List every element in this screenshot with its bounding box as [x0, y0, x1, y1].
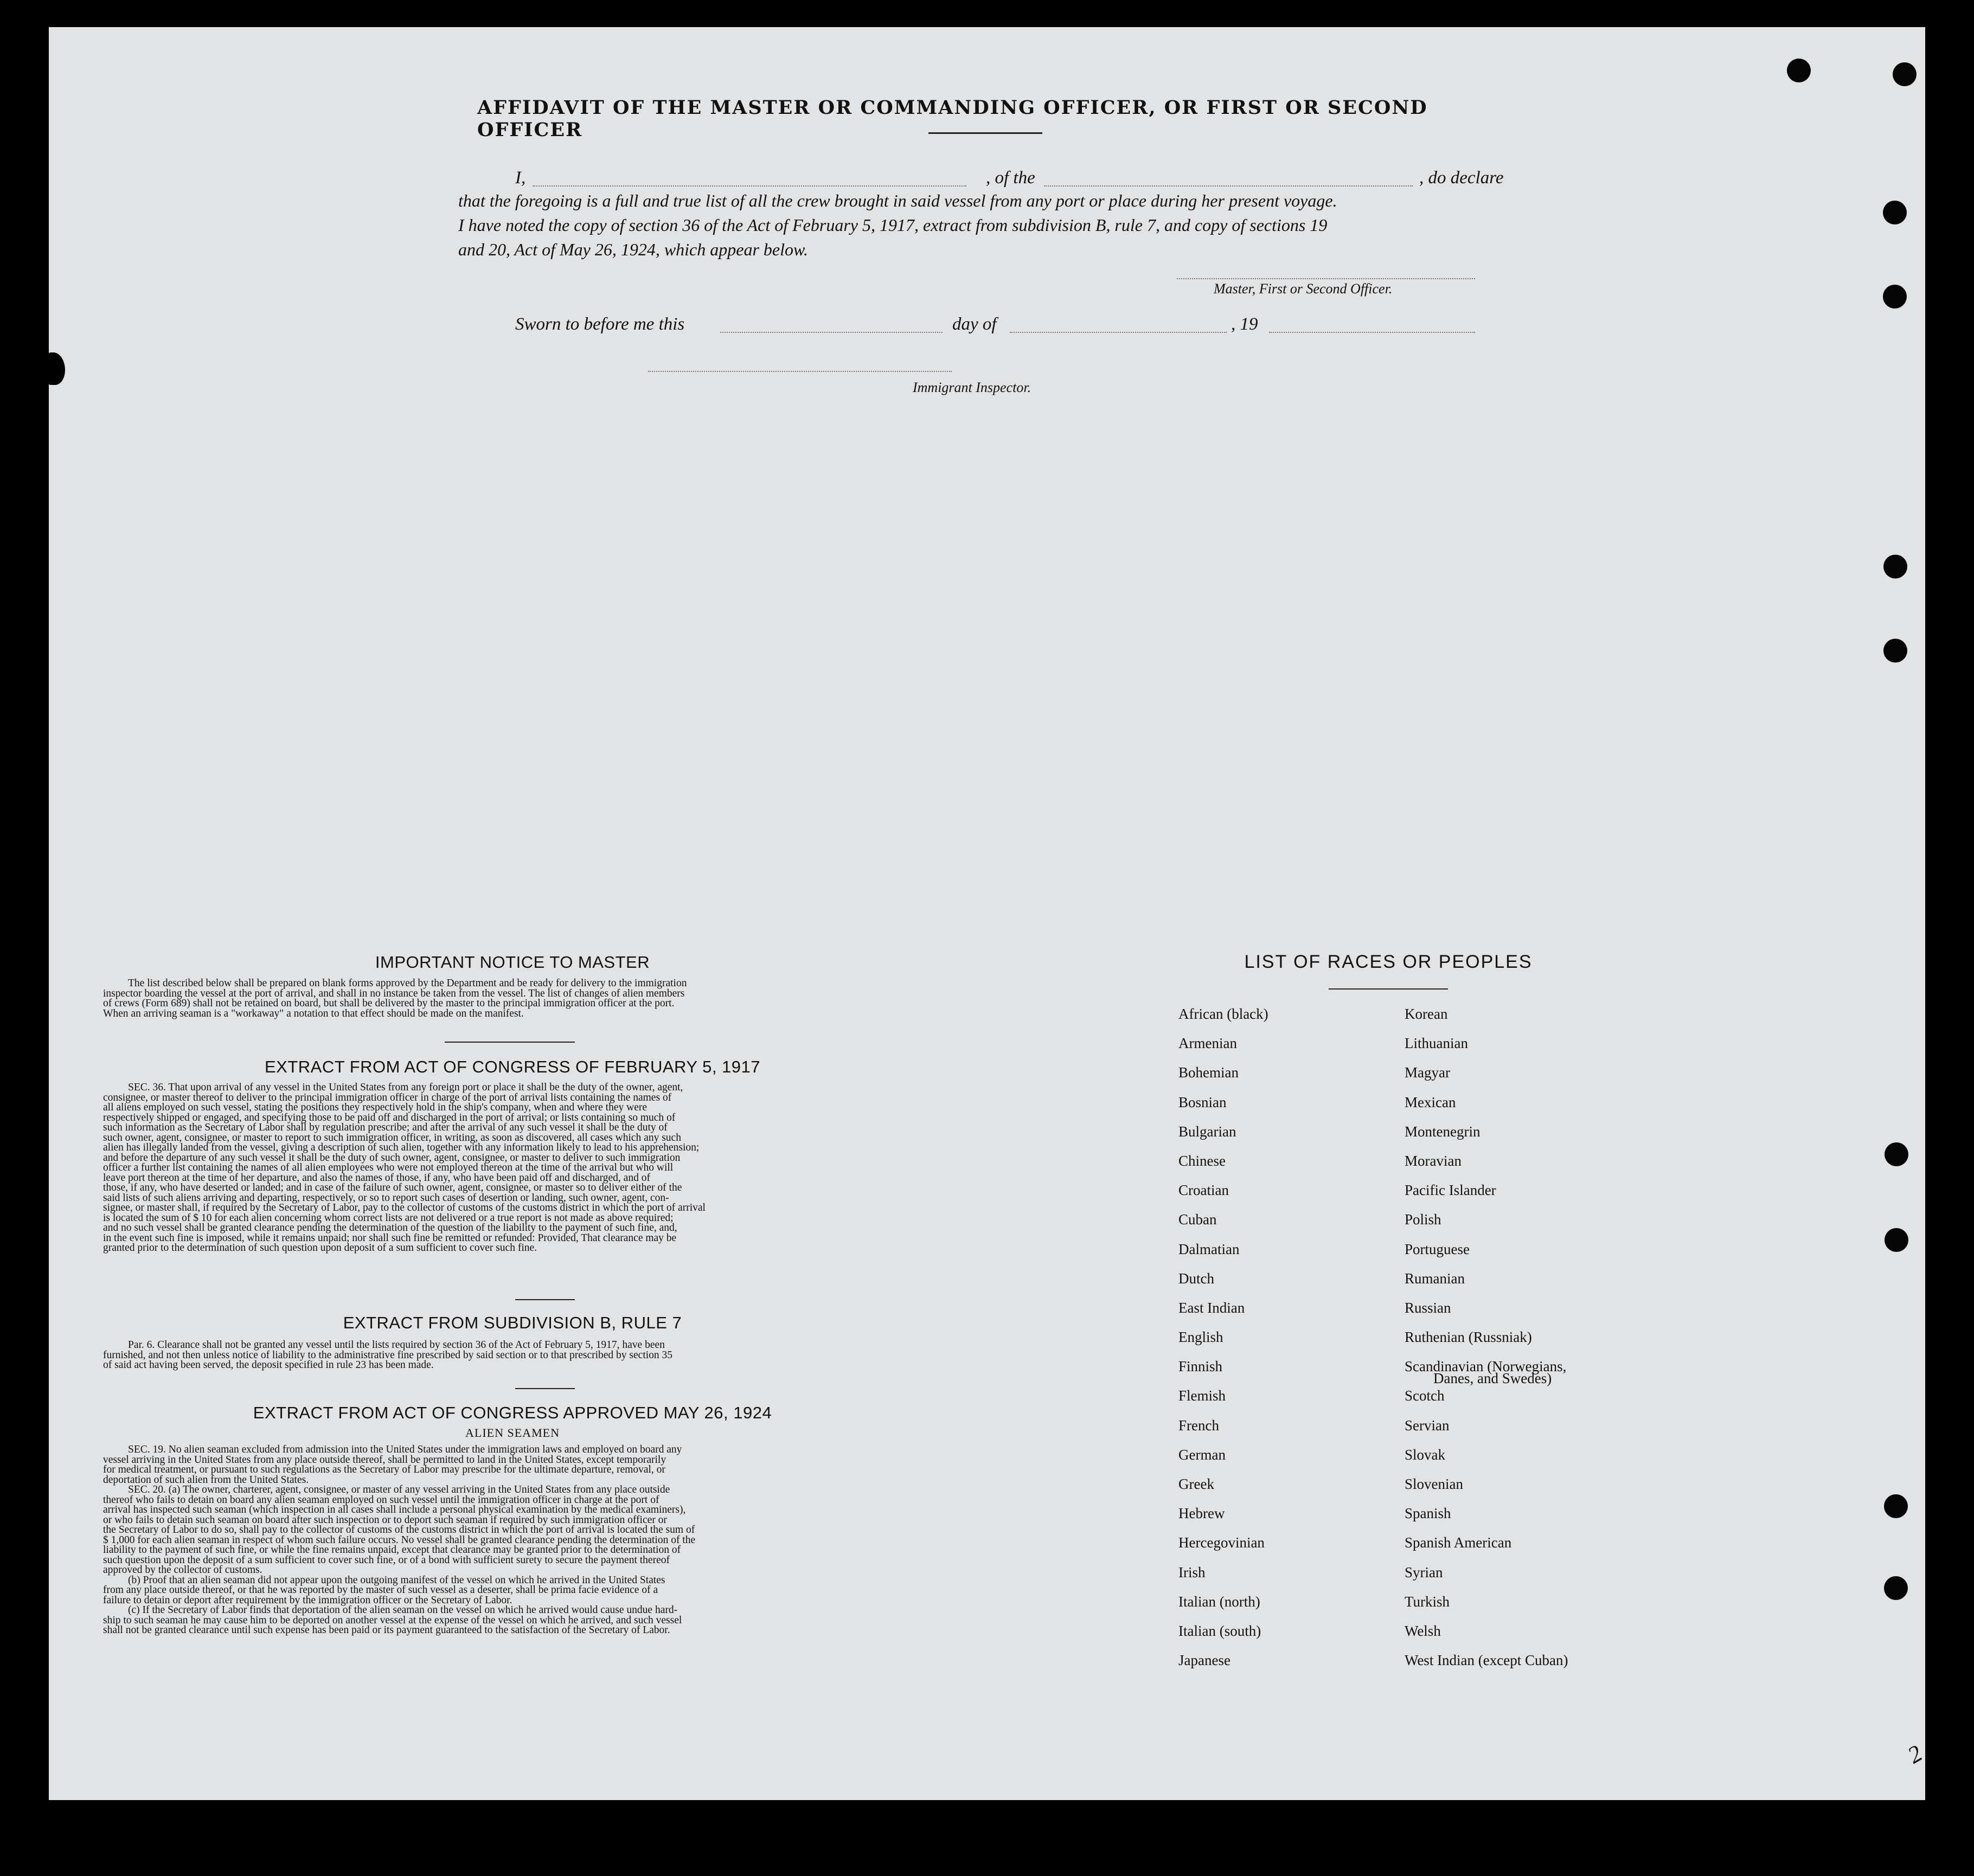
- section-rule: [445, 1042, 575, 1043]
- extract-1924-line: such question upon the deposit of a sum sufficient to cover such fine, or of a bond with sufficient surety to secure the payment thereof: [103, 1554, 670, 1566]
- race-item: Korean: [1405, 1006, 1448, 1022]
- race-item: African (black): [1178, 1006, 1268, 1022]
- race-item: Dalmatian: [1178, 1241, 1240, 1257]
- punch-hole: [1883, 201, 1907, 224]
- race-item: Spanish American: [1405, 1534, 1512, 1551]
- day-of-label: day of: [952, 314, 997, 334]
- extract-1924-line: deportation of such alien from the United States.: [103, 1474, 309, 1486]
- extract-1924-line: or who fails to detain such seaman on board after such inspection or to deport such seaman if required by such immigration officer or: [103, 1514, 667, 1526]
- races-title: LIST OF RACES OR PEOPLES: [1244, 952, 1533, 972]
- extract-1917-line: and before the departure of any such vessel it shall be the duty of such owner, agent, consignee, or master to deliver to such immigration: [103, 1152, 681, 1164]
- race-item: Cuban: [1178, 1211, 1217, 1228]
- race-item: Scotch: [1405, 1387, 1445, 1404]
- rule7-line: Par. 6. Clearance shall not be granted any vessel until the lists required by section 36 of the Act of February 5, 1917, have been: [128, 1339, 665, 1351]
- race-item: Flemish: [1178, 1387, 1226, 1404]
- punch-hole: [1885, 1142, 1908, 1166]
- inspector-signature-line: [648, 371, 952, 372]
- master-signature-line: [1177, 278, 1475, 279]
- race-item: Armenian: [1178, 1035, 1237, 1052]
- race-item: Turkish: [1405, 1593, 1450, 1610]
- section-rule: [515, 1388, 575, 1389]
- extract-1917-line: said lists of such aliens arriving and departing, respectively, or so to report such cases of desertion or landing, such owner, agent, con-: [103, 1192, 669, 1204]
- extract-1917-line: such information as the Secretary of Labor shall by regulation prescribe; and after the arrival of any such vessel it shall be the duty of: [103, 1122, 668, 1133]
- extract-1917-line: those, if any, who have deserted or landed; and in case of the failure of such owner, agent, consignee, or master so to deliver either of the: [103, 1182, 682, 1193]
- notice-line: inspector boarding the vessel at the port of arrival, and shall in no instance be taken from the vessel. The list of changes of alien members: [103, 987, 685, 999]
- race-item: Scandinavian (Norwegians,: [1405, 1358, 1567, 1375]
- race-item: Spanish: [1405, 1505, 1451, 1522]
- punch-hole: [1884, 1494, 1908, 1518]
- affidavit-line2: that the foregoing is a full and true list of all the crew brought in said vessel from any port or place during her present voyage.: [458, 191, 1337, 210]
- extract-1924-line: the Secretary of Labor to do so, shall pay to the collector of customs of the customs district in which the port of arrival is located the sum of: [103, 1524, 695, 1536]
- race-item: Lithuanian: [1405, 1035, 1468, 1052]
- extract-1917-line: granted prior to the determination of such question upon deposit of a sum sufficient to cover such fine.: [103, 1242, 537, 1254]
- race-item: Chinese: [1178, 1152, 1226, 1169]
- extract-1924-line: shall not be granted clearance until such expense has been paid or its payment guaranteed to the satisfaction of the Secretary of Labor.: [103, 1624, 670, 1636]
- race-item: Japanese: [1178, 1652, 1230, 1669]
- extract-1917-line: consignee, or master thereof to deliver to the principal immigration officer in charge of the port of arrival lists containing the names of: [103, 1091, 672, 1103]
- race-item: Ruthenian (Russniak): [1405, 1329, 1532, 1346]
- extract-1924-line: failure to detain or deport after requirement by the immigration officer or the Secretary of Labor.: [103, 1594, 512, 1606]
- extract-1924-line: liability to the payment of such fine, or while the fine remains unpaid, except that clearance may be granted prior to the determination of: [103, 1544, 681, 1556]
- race-item: Portuguese: [1405, 1241, 1470, 1257]
- margin-mark: 2: [1903, 1739, 1927, 1769]
- race-item: Polish: [1405, 1211, 1441, 1228]
- rule7-line: furnished, and not then unless notice of liability to the administrative fine prescribed by said section or to that prescribed by section 35: [103, 1349, 673, 1361]
- race-item: Finnish: [1178, 1358, 1223, 1375]
- race-item: Syrian: [1405, 1564, 1443, 1581]
- extract-1917-line: signee, or master shall, if required by the Secretary of Labor, pay to the collector of customs of the customs district in which the port of arrival: [103, 1202, 706, 1213]
- sworn-month-blank: [1010, 332, 1227, 333]
- year-label: , 19: [1231, 314, 1258, 334]
- races-left-column: [1178, 1006, 1268, 1681]
- inspector-label: Immigrant Inspector.: [913, 380, 1031, 395]
- races-title-rule: [1329, 988, 1448, 990]
- extract-1924-line: approved by the collector of customs.: [103, 1564, 262, 1576]
- master-signature-label: Master, First or Second Officer.: [1214, 281, 1393, 297]
- extract-1917-line: all aliens employed on such vessel, stating the positions they respectively hold in the ship's company, when and where they were: [103, 1102, 648, 1113]
- race-item: Mexican: [1405, 1094, 1456, 1110]
- extract-1917-line: respectively shipped or engaged, and specifying those to be paid off and discharged in the port of arrival; or lists containing so much of: [103, 1112, 676, 1123]
- extract-1917-line: SEC. 36. That upon arrival of any vessel in the United States from any foreign port or place it shall be the duty of the owner, agent,: [128, 1082, 683, 1093]
- punch-hole: [1883, 639, 1907, 663]
- extract-1924-line: for medical treatment, or pursuant to such regulations as the Secretary of Labor may prescribe for the ultimate departure, removal, or: [103, 1464, 665, 1475]
- extract-1917-title: EXTRACT FROM ACT OF CONGRESS OF FEBRUARY 5, 1917: [264, 1057, 761, 1076]
- races-right-column: [1405, 1006, 1568, 1681]
- extract-1917-line: in the event such fine is imposed, while it remains unpaid; nor shall such fine be remitted or refunded: Provided, That clearance may be: [103, 1232, 677, 1244]
- race-item: Hebrew: [1178, 1505, 1225, 1522]
- name-blank: [533, 185, 966, 187]
- extract-1924-line: SEC. 20. (a) The owner, charterer, agent, consignee, or master of any vessel arriving in the United States from any place outside: [128, 1484, 670, 1495]
- notice-line: The list described below shall be prepared on blank forms approved by the Department and be ready for delivery to the immigration: [128, 978, 687, 989]
- affidavit-of-the: , of the: [986, 168, 1035, 188]
- punch-hole: [1885, 1228, 1908, 1252]
- affidavit-i: I,: [515, 168, 526, 188]
- affidavit-title: AFFIDAVIT OF THE MASTER OR COMMANDING OFFICER, OR FIRST OR SECOND OFFICER: [477, 97, 1428, 141]
- extract-1924-line: thereof who fails to detain on board any alien seaman employed on such vessel until the immigration officer in charge at the port of: [103, 1494, 659, 1506]
- race-item: Russian: [1405, 1299, 1451, 1316]
- vessel-blank: [1044, 185, 1413, 187]
- affidavit-declare: , do declare: [1419, 168, 1504, 188]
- race-item: Servian: [1405, 1417, 1450, 1434]
- race-item: Magyar: [1405, 1064, 1450, 1081]
- sworn-day-blank: [720, 332, 943, 333]
- race-item: Welsh: [1405, 1622, 1441, 1639]
- extract-1924-line: (b) Proof that an alien seaman did not appear upon the outgoing manifest of the vessel on which he arrived in the United States: [128, 1574, 665, 1586]
- race-item: Irish: [1178, 1564, 1206, 1581]
- extract-1917-line: and no such vessel shall be granted clearance pending the determination of the question of the liability to the payment of such fine, and,: [103, 1222, 677, 1233]
- extract-1924-line: (c) If the Secretary of Labor finds that deportation of the alien seaman on the vessel on which he arrived would cause undue hard-: [128, 1604, 678, 1616]
- race-item: Slovak: [1405, 1446, 1446, 1463]
- punch-hole: [1893, 62, 1917, 86]
- race-item: Italian (south): [1178, 1622, 1261, 1639]
- extract-1917-line: alien has illegally landed from the vessel, giving a description of such alien, together with any information likely to lead to his apprehension;: [103, 1142, 700, 1153]
- extract-1924-line: $ 1,000 for each alien seaman in respect of whom such failure occurs. No vessel shall be granted clearance pending the determination of the: [103, 1534, 696, 1546]
- race-item: Moravian: [1405, 1152, 1462, 1169]
- punch-hole: [1787, 59, 1811, 82]
- punch-hole: [1884, 1576, 1908, 1600]
- extract-1924-line: from any place outside thereof, or that he was reported by the master of such vessel as a deserter, shall be prima facie evidence of a: [103, 1584, 658, 1596]
- extract-1917-line: such owner, agent, consignee, or master to report to such immigration officer, in writing, as soon as discovered, all cases which any such: [103, 1132, 681, 1143]
- rule7-line: of said act having been served, the deposit specified in rule 23 has been made.: [103, 1359, 434, 1371]
- extract-1924-line: arrival has inspected such seaman (which inspection in all cases shall include a personal physical examination by the medical examiners),: [103, 1504, 686, 1515]
- race-item: East Indian: [1178, 1299, 1245, 1316]
- race-item: Hercegovinian: [1178, 1534, 1265, 1551]
- extract-1924-body: [103, 1445, 916, 1636]
- race-item: Bosnian: [1178, 1094, 1227, 1110]
- race-item: Montenegrin: [1405, 1123, 1480, 1140]
- race-item: Croatian: [1178, 1182, 1229, 1199]
- race-item: English: [1178, 1329, 1223, 1346]
- notice-line: of crews (Form 689) shall not be retained on board, but shall be delivered by the master to the principal immigration officer at the port.: [103, 998, 675, 1009]
- affidavit-line4: and 20, Act of May 26, 1924, which appear below.: [458, 240, 808, 259]
- notice-title: IMPORTANT NOTICE TO MASTER: [375, 953, 650, 972]
- punch-hole: [1883, 555, 1907, 579]
- year-blank: [1269, 332, 1475, 333]
- notice-body: [103, 979, 916, 1019]
- sworn-label: Sworn to before me this: [515, 314, 685, 334]
- extract-1917-line: officer a further list containing the names of all alien employees who were not employed thereon at the time of the arrival but who will: [103, 1162, 674, 1173]
- race-item: Bohemian: [1178, 1064, 1239, 1081]
- notice-line: When an arriving seaman is a "workaway" a notation to that effect should be made on the manifest.: [103, 1007, 524, 1019]
- punch-hole: [1883, 285, 1907, 309]
- race-item: German: [1178, 1446, 1226, 1463]
- extract-1924-line: ship to such seaman he may cause him to be deported on another vessel at the expense of the vessel on which he arrived, and such vessel: [103, 1614, 682, 1626]
- race-item: French: [1178, 1417, 1219, 1434]
- extract-rule7-title: EXTRACT FROM SUBDIVISION B, RULE 7: [343, 1313, 682, 1332]
- race-item: Bulgarian: [1178, 1123, 1236, 1140]
- race-item: West Indian (except Cuban): [1405, 1652, 1568, 1669]
- section-rule: [515, 1299, 575, 1300]
- race-item: Dutch: [1178, 1270, 1214, 1287]
- title-rule: [928, 132, 1042, 134]
- race-item: Italian (north): [1178, 1593, 1260, 1610]
- extract-1924-line: vessel arriving in the United States from any place outside thereof, shall be permitted to land in the United States, except temporarily: [103, 1454, 666, 1466]
- race-item: Greek: [1178, 1476, 1214, 1492]
- race-item: Rumanian: [1405, 1270, 1465, 1287]
- affidavit-line3: I have noted the copy of section 36 of the Act of February 5, 1917, extract from subdivision B, rule 7, and copy of sections 19: [458, 215, 1328, 235]
- extract-1924-line: SEC. 19. No alien seaman excluded from admission into the United States under the immigration laws and employed on board any: [128, 1444, 682, 1455]
- race-item: Slovenian: [1405, 1476, 1463, 1492]
- extract-rule7-body: [103, 1340, 916, 1371]
- extract-1917-line: is located the sum of $ 10 for each alien concerning whom correct lists are not delivered or a true report is not made as above required;: [103, 1212, 674, 1224]
- race-item-continuation: Danes, and Swedes): [1433, 1370, 1552, 1386]
- race-item: Pacific Islander: [1405, 1182, 1496, 1199]
- extract-1917-body: [103, 1083, 916, 1254]
- extract-1924-subtitle: ALIEN SEAMEN: [465, 1426, 560, 1440]
- extract-1924-title: EXTRACT FROM ACT OF CONGRESS APPROVED MAY 26, 1924: [253, 1403, 772, 1422]
- extract-1917-line: leave port thereon at the time of her departure, and also the names of those, if any, who have been paid off and discharged, and of: [103, 1172, 650, 1184]
